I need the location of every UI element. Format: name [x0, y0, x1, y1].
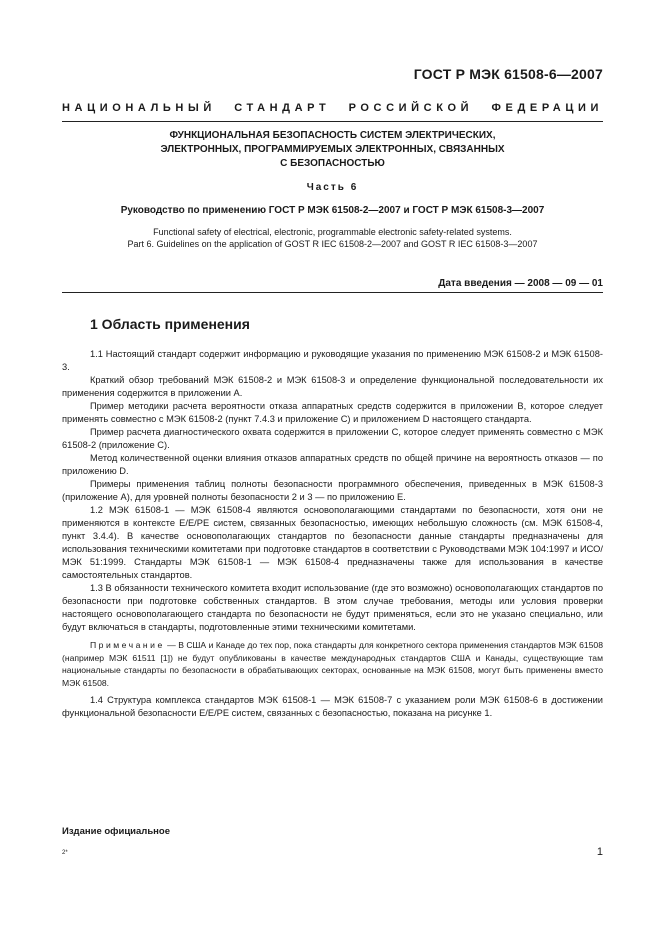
paragraph: 1.4 Структура комплекса стандартов МЭК 61508-1 — МЭК 61508-7 с указанием роли МЭК 61508-6 в достижении функциональной безопасности E/E/PE систем, связанных с безопасностью, показана на рисунке 1. [62, 695, 603, 718]
title-line-2: ЭЛЕКТРОННЫХ, ПРОГРАММИРУЕМЫХ ЭЛЕКТРОННЫХ, СВЯЗАННЫХ [160, 144, 505, 155]
introduction-date: Дата введения — 2008 — 09 — 01 [438, 278, 603, 289]
english-title [62, 226, 603, 250]
paragraph: 1.1 Настоящий стандарт содержит информацию и руководящие указания по применению МЭК 61508-2 и МЭК 61508-3. [62, 349, 603, 372]
document-title [62, 129, 603, 171]
part-label: Часть 6 [306, 182, 359, 193]
paragraph: Примеры применения таблиц полноты безопасности программного обеспечения, приведенных в МЭК 61508-3 (приложение А), для уровней полноты безопасности 2 и 3 — по приложению Е. [62, 479, 603, 502]
paragraph: Метод количественной оценки влияния отказов аппаратных средств по общей причине на вероятность отказов — по приложению D. [62, 453, 603, 476]
title-line-1: ФУНКЦИОНАЛЬНАЯ БЕЗОПАСНОСТЬ СИСТЕМ ЭЛЕКТРИЧЕСКИХ, [169, 130, 496, 141]
title-line-3: С БЕЗОПАСНОСТЬЮ [280, 158, 385, 169]
edition-label: Издание официальное [62, 826, 170, 837]
english-title-line-2: Part 6. Guidelines on the application of GOST R IEC 61508-2—2007 and GOST R IEC 61508-3—2007 [127, 239, 538, 249]
paragraph: Краткий обзор требований МЭК 61508-2 и МЭК 61508-3 и определение функциональной последовательности их применения содержится в приложении А. [62, 375, 603, 398]
paragraph: 1.3 В обязанности технического комитета входит использование (где это возможно) основополагающих стандартов по безопасности при подготовке собственных стандартов. В этом случае требования, методы или условия проверки настоящего основополагающего стандарта по безопасности не будут применяться, если это не указано специально, или будут включаться в стандарты, подготовленные этими техническими комитетами. [62, 583, 603, 632]
document-subtitle: Руководство по применению ГОСТ Р МЭК 61508-2—2007 и ГОСТ Р МЭК 61508-3—2007 [120, 205, 545, 216]
standard-code: ГОСТ Р МЭК 61508-6—2007 [413, 66, 603, 82]
note-lead: Примечание [90, 640, 165, 650]
note [62, 639, 603, 689]
note-text: — В США и Канаде до тех пор, пока стандарты для конкретного сектора применения стандартов МЭК 61508 (например МЭК 61511 [1]) не будут опубликованы в качестве международных стандартов США и Канады, существующие там национальные стандарты по безопасности в обрабатывающих секторах, основанные на МЭК 61508, могут быть применены вместо МЭК 61508. [62, 640, 603, 688]
middle-rule [62, 292, 603, 293]
english-title-line-1: Functional safety of electrical, electronic, programmable electronic safety-related systems. [153, 227, 512, 237]
page-number: 1 [596, 846, 603, 858]
top-rule [62, 121, 603, 122]
paragraph: Пример методики расчета вероятности отказа аппаратных средств содержится в приложении В, которое следует применять совместно с МЭК 61508-2 (пункт 7.4.3 и приложение С) и приложением D настоящего стандарта. [62, 401, 603, 424]
section-body [62, 348, 603, 720]
section-title: 1 Область применения [90, 316, 250, 332]
paragraph: 1.2 МЭК 61508-1 — МЭК 61508-4 являются основополагающими стандартами по безопасности, хотя они не применяются в контексте E/E/PE систем, связанных безопасностью, имеющих небольшую сложность (см. МЭК 61508-4, пункт 3.4.4). В качестве основополагающих стандартов по безопасности данные стандарты предназначены для использования техническими комитетами при подготовке стандартов в соответствии с Руководствами МЭК 104:1997 и ИСО/МЭК 51:1999. Стандарты МЭК 61508-1 — МЭК 61508-4 предназначены также для использования в качестве самостоятельных стандартов. [62, 505, 603, 580]
paragraph: Пример расчета диагностического охвата содержится в приложении С, которое следует применять совместно с МЭК 61508-2 (приложение С). [62, 427, 603, 450]
print-mark: 2* [62, 850, 68, 856]
standard-type-heading: НАЦИОНАЛЬНЫЙ СТАНДАРТ РОССИЙСКОЙ ФЕДЕРАЦИИ [62, 102, 603, 114]
